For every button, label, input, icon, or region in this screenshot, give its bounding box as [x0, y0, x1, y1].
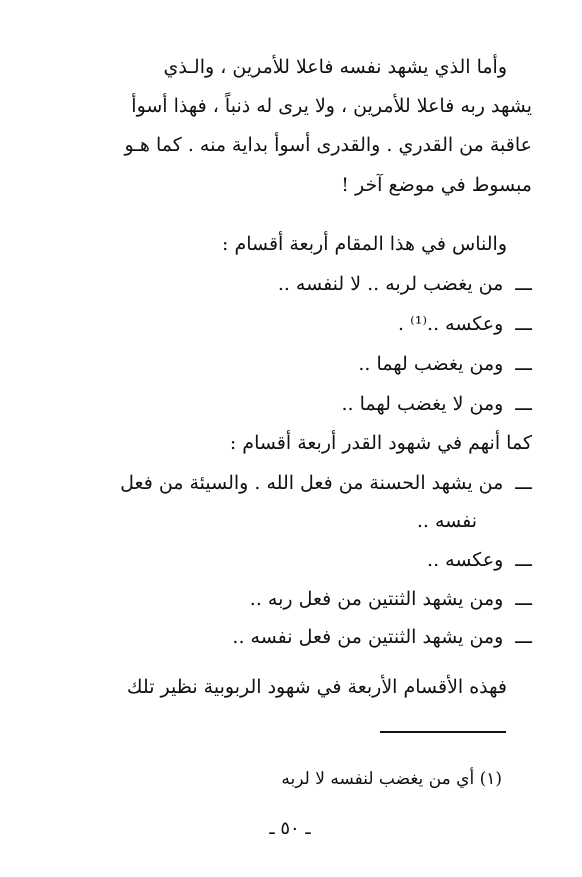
list1-item-1 [278, 271, 532, 297]
list-item-text: ومن يغضب لهما .. [358, 353, 504, 375]
list-item-text: ومن يشهد الثنتين من فعل نفسه .. [232, 626, 504, 648]
list1-item-3 [358, 351, 532, 377]
intro-line-1: والناس في هذا المقام أربعة أقسام : [222, 233, 507, 255]
list2-item-3 [250, 586, 532, 612]
footnote: (١) أي من يغضب لنفسه لا لربه [281, 769, 502, 789]
list2-item-1-continuation: نفسه .. [416, 510, 477, 532]
page-number: ـ ٥٠ ـ [269, 818, 311, 839]
paragraph-line-3: عاقبة من القدري . والقدرى أسوأ بداية منه . كما هـو [124, 134, 532, 156]
dash: ـــ [515, 472, 532, 494]
dash: ـــ [515, 626, 532, 648]
dash: ـــ [515, 549, 532, 571]
paragraph-line-2: يشهد ربه فاعلا للأمرين ، ولا يرى له ذنباً ، فهذا أسوأ [131, 95, 532, 117]
list2-item-2 [427, 547, 532, 573]
dash: ـــ [515, 393, 532, 415]
list2-item-4 [232, 624, 532, 650]
dash: ـــ [515, 313, 532, 335]
list-item-text: ومن يشهد الثنتين من فعل ربه .. [249, 588, 504, 610]
list-item-text: من يشهد الحسنة من فعل الله . والسيئة من فعل [120, 472, 504, 494]
dash: ـــ [515, 273, 532, 295]
footnote-divider [380, 731, 506, 733]
paragraph-line-4: مبسوط في موضع آخر ! [341, 174, 532, 196]
list1-item-2 [398, 311, 532, 337]
list-item-text: ومن لا يغضب لهما .. [341, 393, 504, 415]
closing-line: فهذه الأقسام الأربعة في شهود الربوبية نظير تلك [126, 676, 507, 698]
list-item-text: من يغضب لربه .. لا لنفسه .. [277, 273, 504, 295]
dash: ـــ [515, 353, 532, 375]
dash: ـــ [515, 588, 532, 610]
paragraph-line-1: وأما الذي يشهد نفسه فاعلا للأمرين ، والـذي [163, 56, 507, 78]
list-item-text: وعكسه .. [427, 549, 504, 571]
intro-line-2: كما أنهم في شهود القدر أربعة أقسام : [229, 432, 532, 454]
list1-item-4 [342, 391, 533, 417]
list2-item-1 [120, 470, 532, 496]
list-item-text: وعكسه ..⁽¹⁾ . [397, 313, 504, 335]
